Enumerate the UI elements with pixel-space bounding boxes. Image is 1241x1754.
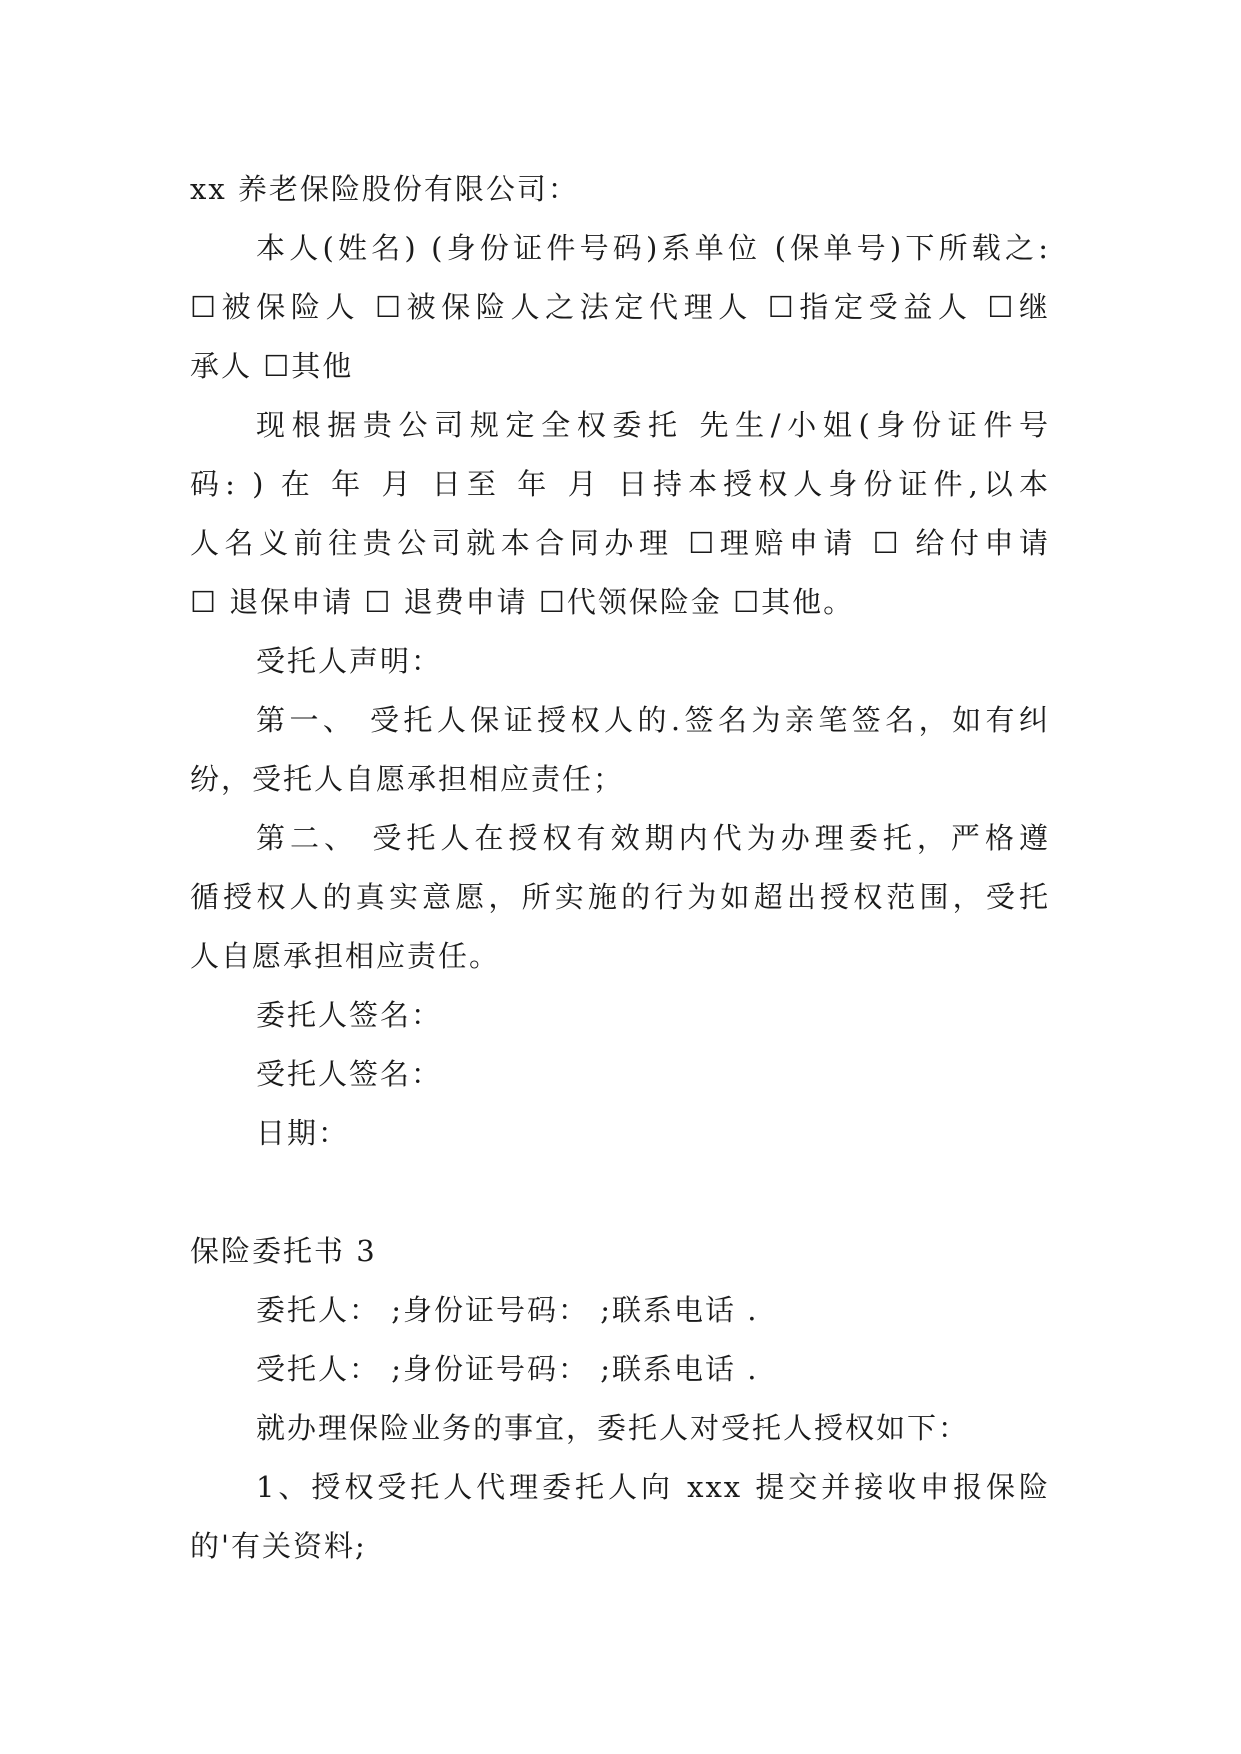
paragraph-line: 现根据贵公司规定全权委托 先生/小姐(身份证件号 bbox=[256, 408, 1050, 442]
paragraph-line: 循授权人的真实意愿，所实施的行为如超出授权范围，受托 bbox=[190, 880, 1050, 914]
signature-field-label: 委托人签名： bbox=[256, 998, 443, 1032]
date-field-label: 日期： bbox=[256, 1116, 350, 1150]
addressee-line: xx 养老保险股份有限公司： bbox=[190, 172, 579, 206]
checkbox-options-line: ☐ 退保申请 ☐ 退费申请 ☐代领保险金 ☐其他。 bbox=[190, 585, 855, 619]
checkbox-options-line: 人名义前往贵公司就本合同办理 ☐理赔申请 ☐ 给付申请 bbox=[190, 526, 1050, 560]
document-page bbox=[190, 160, 1050, 1576]
list-item-line: 的'有关资料; bbox=[190, 1529, 367, 1563]
paragraph-line: 人自愿承担相应责任。 bbox=[190, 939, 501, 973]
paragraph-line: 纷，受托人自愿承担相应责任； bbox=[190, 762, 625, 796]
paragraph-line: 第二、 受托人在授权有效期内代为办理委托，严格遵 bbox=[256, 821, 1050, 855]
section-heading: 受托人声明： bbox=[256, 644, 443, 678]
document-title: 保险委托书 3 bbox=[190, 1234, 377, 1268]
paragraph-line: 就办理保险业务的事宜，委托人对受托人授权如下： bbox=[256, 1411, 970, 1445]
paragraph-line: 码: ) 在 年 月 日至 年 月 日持本授权人身份证件,以本 bbox=[190, 467, 1050, 501]
party-info-line: 受托人： ;身份证号码： ;联系电话 . bbox=[256, 1352, 759, 1386]
checkbox-options-line: 承人 ☐其他 bbox=[190, 349, 354, 383]
paragraph-line: 本人(姓名) (身份证件号码)系单位 (保单号)下所载之: bbox=[256, 231, 1050, 265]
paragraph-line: 第一、 受托人保证授权人的.签名为亲笔签名，如有纠 bbox=[256, 703, 1050, 737]
checkbox-options-line: ☐被保险人 ☐被保险人之法定代理人 ☐指定受益人 ☐继 bbox=[190, 290, 1050, 324]
party-info-line: 委托人： ;身份证号码： ;联系电话 . bbox=[256, 1293, 759, 1327]
list-item-line: 1、授权受托人代理委托人向 xxx 提交并接收申报保险 bbox=[256, 1470, 1050, 1504]
section-spacer bbox=[190, 1163, 1050, 1222]
signature-field-label: 受托人签名： bbox=[256, 1057, 443, 1091]
